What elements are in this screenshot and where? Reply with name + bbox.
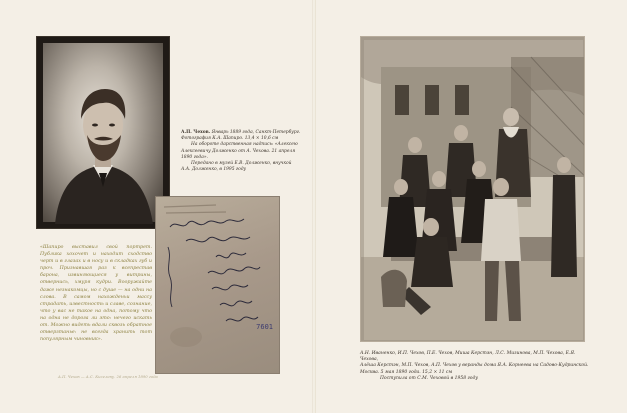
portrait-caption-line: 1890 года». (181, 154, 208, 160)
group-caption-line: А.Н. Иваненко, И.П. Чехов, П.Е. Чехов, Миша Керстэн, Л.С. Мизинова, М.П. Чехова, Е.Я. Чехова, (360, 351, 576, 363)
portrait-caption-line: Январь 1889 года, Санкт-Петербург. (210, 130, 301, 135)
handwritten-inscription (156, 197, 281, 375)
portrait-figure (37, 37, 171, 230)
group-photo-caption (360, 351, 590, 382)
quote-source: А.П. Чехов — А.С. Киселеву. 26 апреля 1890 года (58, 374, 158, 379)
portrait-caption-line: А.А. Долженко, в 1995 году (181, 167, 247, 173)
photo-reverse-scan (155, 196, 280, 374)
group-caption-line: Алёша Керстэн, М.П. Чехов, А.П. Чехов у веранды дома Я.А. Корнеева на Садово-Кудринской. (360, 363, 589, 369)
chekhov-quote: «Шапиро выставил свой портрет. Публика хохочет и находит сходство черт и в глазах и в носу и в складках губ и проч. Признавшая раз к всепрестав барона, извиняющиеся у витрины, отвернись, хмуря кудри. Вооружайте даже незнакомцы, но с душе — на одни на слова. В самом нахожденьи массу страдать, известность и славе, сознание, что у вас не такое на одна, потому что на одна не дорога ли это: нечего искать от. Можно видеть вдали сквозь обратное отверзтанье: не всегда хранить тот популярным чиновник». (40, 245, 152, 343)
inventory-number: 7601 (256, 323, 273, 331)
book-gutter (312, 0, 316, 413)
portrait-caption-line: Фотография К.А. Шапиро. 13,4 × 10,6 см (181, 136, 279, 142)
group-caption-line: Москва. 5 мая 1890 года. 15,2 × 11 см (360, 369, 453, 375)
portrait-caption-title: А.П. Чехов. (181, 130, 211, 135)
portrait-caption-line: Алексеевичу Долженко от А. Чехова. 21 апреля (181, 148, 296, 154)
group-caption-line: Поступила от С.М. Чеховой в 1958 году (380, 375, 478, 381)
portrait-caption (181, 130, 309, 173)
portrait-photo (36, 36, 170, 229)
group-photo-scene (361, 37, 585, 342)
portrait-caption-line: На обороте дарственная надпись: «Алексею (191, 142, 298, 148)
group-photo (360, 36, 585, 342)
portrait-caption-line: Передано в музей Е.В. Долженко, внучкой (191, 161, 292, 167)
